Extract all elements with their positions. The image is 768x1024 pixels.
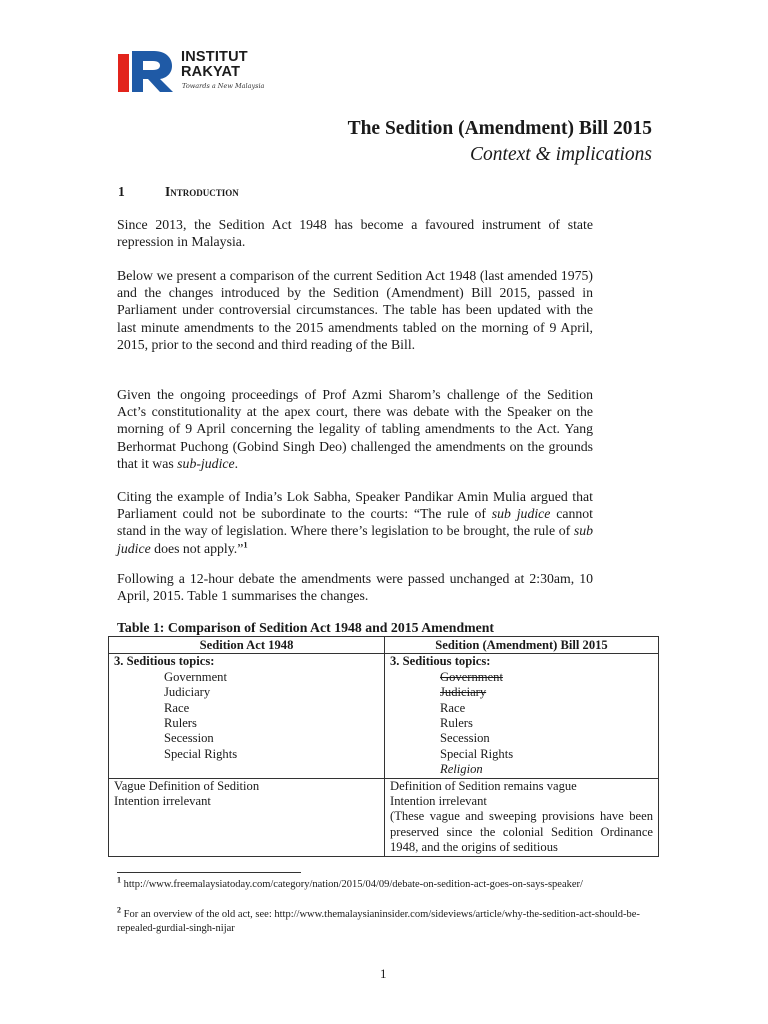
logo-name: INSTITUT RAKYAT <box>181 49 248 80</box>
paragraph-5: Following a 12-hour debate the amendments were passed unchanged at 2:30am, 10 April, 2015. Table 1 summarises the changes. <box>117 571 593 604</box>
footnote-divider <box>117 872 301 873</box>
struck-topic: Government <box>440 669 503 684</box>
struck-topic: Judiciary <box>440 685 487 700</box>
paragraph-1: Since 2013, the Sedition Act 1948 has become a favoured instrument of state repression in Malaysia. <box>117 217 593 250</box>
paragraph-3: Given the ongoing proceedings of Prof Azmi Sharom’s challenge of the Sedition Act’s constitutionality at the apex court, there was debate with the Speaker on the morning of 9 April concerning the legality of tabling amendments to the Act. Yang Berhormat Puchong (Gobind Singh Deo) challenged the amendments on the grounds that it was sub-judice. <box>117 387 593 471</box>
logo-tagline: Towards a New Malaysia <box>182 82 265 90</box>
comparison-table <box>108 636 659 857</box>
paragraph-4: Citing the example of India’s Lok Sabha, Speaker Pandikar Amin Mulia argued that Parliament could not be subordinate to the courts: “The rule of sub judice cannot stand in the way of legislation. Where there’s legislation to be brought, the rule of sub judice does not apply.”$^1$ <box>117 489 594 556</box>
table-row-topics <box>109 654 659 778</box>
table-caption: Table 1: Comparison of Sedition Act 1948 and 2015 Amendment <box>117 620 495 635</box>
section-title: Introduction <box>165 184 239 199</box>
institut-rakyat-logo <box>118 48 288 98</box>
cell-1948-topics: 3. Seditious topics: Government Judiciary Race Rulers Secession Special Rights <box>109 654 385 778</box>
table-header-row <box>109 637 659 654</box>
cell-2015-topics: 3. Seditious topics: Government Judiciary Race Rulers Secession Special Rights Religion <box>385 654 659 778</box>
table-row-definition <box>109 778 659 856</box>
footnote-2: $^2$ For an overview of the old act, see: http://www.themalaysianinsider.com/sideviews/article/why-the-sedition-act-should-be-repealed-gurdial-singh-nijar <box>117 905 640 934</box>
column-header-1948: Sedition Act 1948 <box>109 637 385 654</box>
page-number: 1 <box>380 966 387 981</box>
footnote-1: $^1$ http://www.freemalaysiatoday.com/category/nation/2015/04/09/debate-on-sedition-act-goes-on-says-speaker/ <box>117 875 583 890</box>
new-topic: Religion <box>440 762 483 777</box>
footnote-ref-1[interactable]: 1 <box>243 539 248 550</box>
paragraph-2: Below we present a comparison of the current Sedition Act 1948 (last amended 1975) and the changes introduced by the Sedition (Amendment) Bill 2015, passed in Parliament under controversial circumstances. The table has been updated with the last minute amendments to the 2015 amendments tabled on the morning of 9 April, 2015, prior to the second and third reading of the Bill. <box>117 268 593 352</box>
document-title: The Sedition (Amendment) Bill 2015 <box>347 118 652 139</box>
column-header-2015: Sedition (Amendment) Bill 2015 <box>385 637 659 654</box>
section-number: 1 <box>118 184 125 199</box>
cell-1948-definition: Vague Definition of Sedition Intention irrelevant <box>109 778 385 856</box>
document-subtitle: Context & implications <box>470 144 652 165</box>
logo-mark-icon <box>118 48 176 94</box>
cell-2015-definition: Definition of Sedition remains vague Intention irrelevant (These vague and sweeping provisions have been preserved since the colonial Sedition Ordinance 1948, and the origins of seditious <box>385 778 659 856</box>
